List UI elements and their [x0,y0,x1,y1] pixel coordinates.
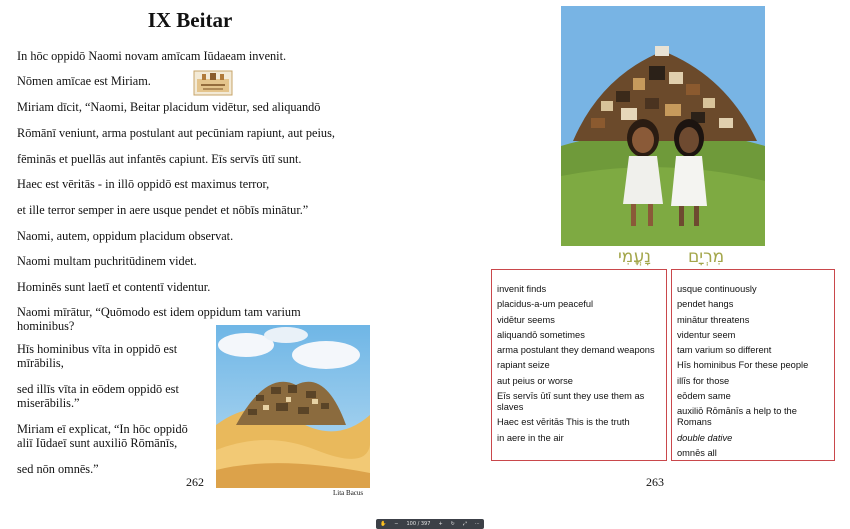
vocab-box-right [671,269,835,461]
text-line-4: Rōmānī veniunt, arma postulant aut pecūniam rapiunt, aut peius, [17,126,335,140]
vocab-entry: eōdem same [677,391,731,402]
chapter-title: IX Beitar [147,8,233,32]
text-line-15: sed nōn omnēs.” [17,462,99,476]
text-line-13: sed illīs vīta in eōdem oppidō est miserābilis.” [17,382,179,410]
vocab-entry: vidētur seems [497,314,555,325]
vocab-entry: auxiliō Rōmānīs a help to the Romans [677,406,797,428]
vocab-entry: pendet hangs [677,299,734,310]
rotate-icon[interactable]: ↻ [450,521,455,527]
vocab-entry: omnēs all [677,447,717,458]
text-line-5: fēminās et puellās aut infantēs capiunt. Eīs servīs ūtī sunt. [17,152,302,166]
image-credit: Lita Bacus [333,489,364,497]
zoom-level[interactable]: 100 / 397 [406,521,431,527]
hebrew-name-naomi: נָעֳמִי [618,247,651,267]
vocab-entry-note: double dative [677,432,733,443]
vocab-entry: Hīs hominibus For these people [677,360,809,371]
vocab-entry: minātur threatens [677,314,750,325]
text-line-2: Nōmen amīcae est Miriam. [17,74,151,88]
zoom-in-icon[interactable]: + [438,521,443,527]
vocab-entry: arma postulant they demand weapons [497,345,655,356]
vocab-entry: placidus-a-um peaceful [497,299,594,310]
text-line-12: Hīs hominibus vīta in oppidō est mīrābilis, [17,342,178,370]
more-icon[interactable]: ⋯ [474,521,480,527]
right-page [425,0,850,529]
two-girls-illustration [561,6,765,246]
text-line-1: In hōc oppidō Naomi novam amīcam Iūdaeam invenit. [17,49,287,63]
zoom-out-icon[interactable]: − [394,521,399,527]
vocab-entry: tam varium so different [677,345,772,356]
text-line-3: Miriam dīcit, “Naomi, Beitar placidum vidētur, sed aliquandō [17,100,321,114]
vocab-box-left [491,269,667,461]
viewer-toolbar [376,519,484,529]
text-line-14: Miriam eī explicat, “In hōc oppidō aliī Iūdaeī sunt auxiliō Rōmānīs, [17,422,188,450]
vocab-entry: aut peius or worse [497,375,573,386]
vocab-entry: usque continuously [677,284,757,294]
text-line-10: Hominēs sunt laetī et contentī videntur. [17,280,211,294]
vocab-entry: illīs for those [677,375,730,386]
hebrew-name-miriam: מִרְיָם [688,247,725,267]
text-line-7: et ille terror semper in aere usque pendet et nōbīs minātur.” [17,203,309,217]
vocab-entry: aliquandō sometimes [497,329,585,340]
vocab-entry: videntur seem [677,329,736,340]
fullscreen-icon[interactable]: ⤢ [462,521,467,527]
hand-icon[interactable]: ✋ [380,521,387,527]
page-number-right: 263 [646,475,664,489]
text-line-6: Haec est vēritās - in illō oppidō est maximus terror, [17,177,270,191]
desert-town-illustration [216,325,370,488]
vocab-entry: rapiant seize [497,360,550,371]
text-line-9: Naomi multam puchritūdinem videt. [17,254,197,268]
vocab-entry: Eīs servīs ūtī sunt they use them as slaves [497,391,645,413]
text-line-8: Naomi, autem, oppidum placidum observat. [17,229,234,243]
vocab-entry: Haec est vēritās This is the truth [497,417,630,428]
vocab-entry: invenit finds [497,284,547,294]
text-line-11: Naomi mīrātur, “Quōmodo est idem oppidum tam varium hominibus? [17,305,301,333]
page-number-left: 262 [186,475,204,489]
vocab-entry: in aere in the air [497,432,564,443]
beitar-logo-image [193,70,233,96]
